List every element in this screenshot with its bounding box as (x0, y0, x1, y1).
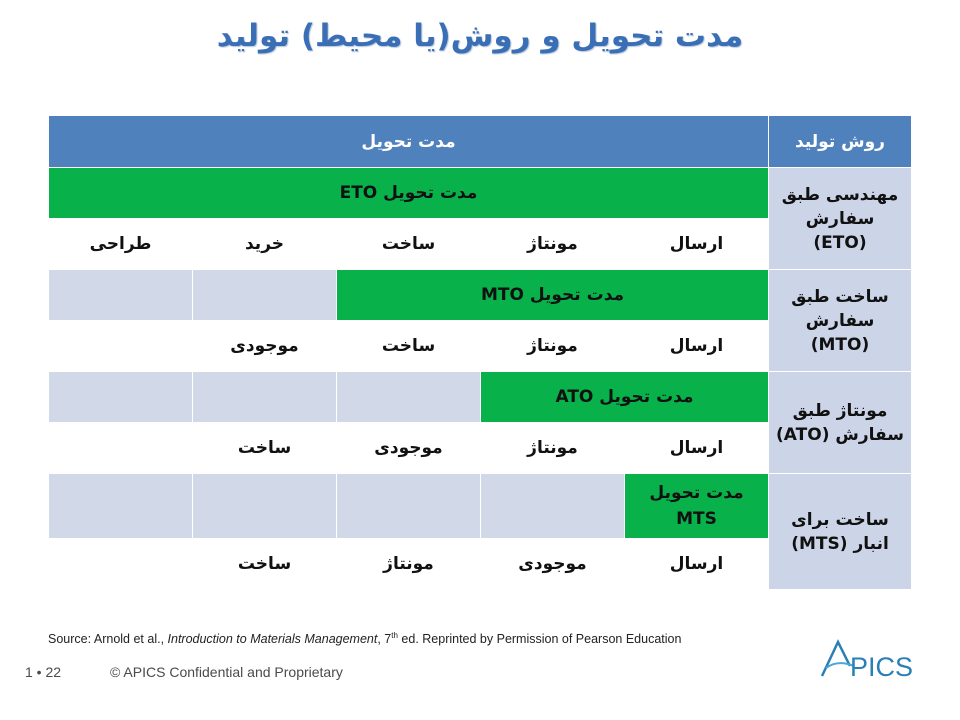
method-ato: مونتاژ طبق سفارش (ATO) (769, 372, 912, 474)
lead-bar-mto: مدت تحویل MTO (337, 270, 769, 321)
page-number: 1 • 22 (25, 664, 62, 680)
empty-cell (49, 321, 193, 372)
step-cell: ارسال (625, 539, 769, 590)
step-cell: ارسال (625, 219, 769, 270)
empty-cell (337, 372, 481, 423)
empty-cell (481, 474, 625, 539)
lead-bar-eto: مدت تحویل ETO (49, 168, 769, 219)
empty-cell (49, 423, 193, 474)
step-cell: موجودی (193, 321, 337, 372)
step-cell: موجودی (481, 539, 625, 590)
step-cell: مونتاژ (481, 321, 625, 372)
source-citation: Source: Arnold et al., Introduction to Materials Management, 7th ed. Reprinted by Permission of Pearson Education (48, 631, 682, 647)
method-mts: ساخت برای انبار (MTS) (769, 474, 912, 590)
method-mto: ساخت طبق سفارش (MTO) (769, 270, 912, 372)
step-cell: ارسال (625, 423, 769, 474)
empty-cell (49, 372, 193, 423)
empty-cell (49, 270, 193, 321)
header-production-method: روش تولید (769, 116, 912, 168)
step-cell: خرید (193, 219, 337, 270)
empty-cell (49, 539, 193, 590)
step-cell: ساخت (193, 423, 337, 474)
step-cell: ساخت (337, 219, 481, 270)
empty-cell (193, 372, 337, 423)
lead-bar-mts: مدت تحویل MTS (625, 474, 769, 539)
empty-cell (49, 474, 193, 539)
step-cell: طراحی (49, 219, 193, 270)
method-eto: مهندسی طبق سفارش (ETO) (769, 168, 912, 270)
lead-time-table (48, 115, 912, 590)
empty-cell (337, 474, 481, 539)
slide-title: مدت تحویل و روش(یا محیط) تولید (216, 18, 744, 54)
step-cell: مونتاژ (481, 219, 625, 270)
step-cell: ساخت (337, 321, 481, 372)
empty-cell (193, 270, 337, 321)
logo-text: PICS (850, 652, 914, 682)
logo-a-mark (822, 642, 850, 676)
apics-logo (820, 636, 942, 682)
step-cell: ارسال (625, 321, 769, 372)
step-cell: مونتاژ (481, 423, 625, 474)
empty-cell (193, 474, 337, 539)
header-lead-time: مدت تحویل (49, 116, 769, 168)
step-cell: ساخت (193, 539, 337, 590)
copyright-notice: © APICS Confidential and Proprietary (110, 664, 343, 680)
lead-bar-ato: مدت تحویل ATO (481, 372, 769, 423)
step-cell: مونتاژ (337, 539, 481, 590)
step-cell: موجودی (337, 423, 481, 474)
